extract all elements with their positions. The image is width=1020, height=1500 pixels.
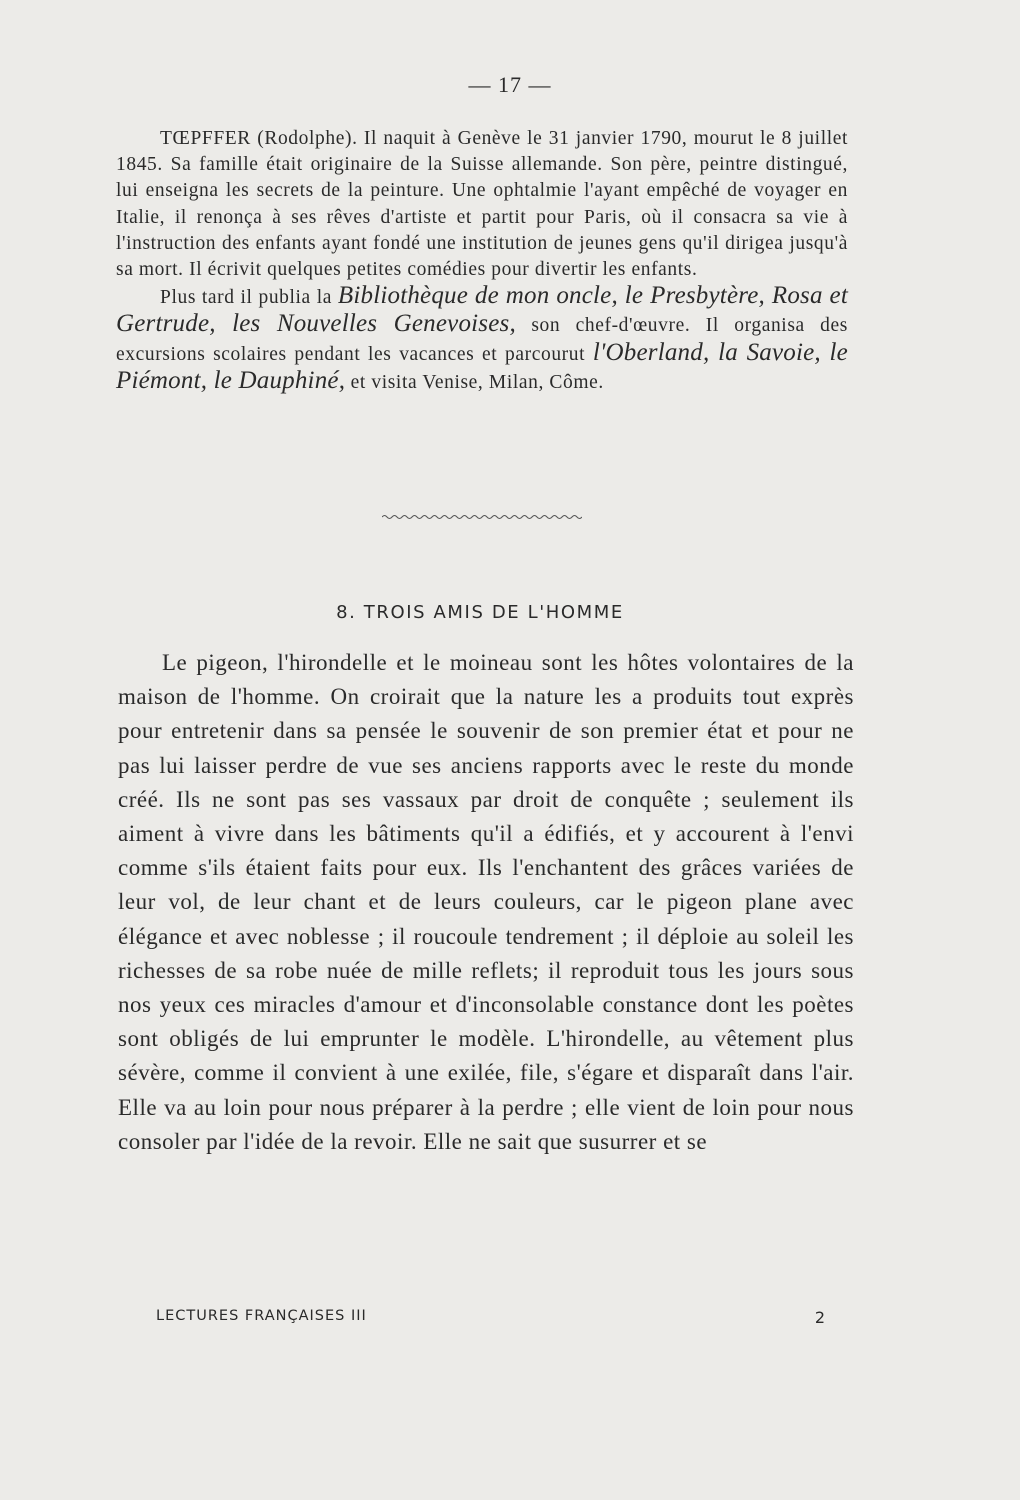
main-paragraph: Le pigeon, l'hirondelle et le moineau sont les hôtes volontaires de la maison de l'homme. On croirait que la nature les a produits tout exprès pour entretenir dans sa pensée le souvenir de son premier état et pour ne pas lui laisser perdre de vue ses anciens rapports avec le reste du monde créé. Ils ne sont pas ses vassaux par droit de conquête ; seulement ils aiment à vivre dans les bâtiments qu'il a édifiés, et y accourent à l'envi comme s'ils étaient faits pour eux. Ils l'enchantent des grâces variées de leur vol, de leur chant et de leurs couleurs, car le pigeon plane avec élégance et avec noblesse ; il roucoule tendrement ; il déploie au soleil les richesses de sa robe nuée de mille reflets; il reproduit tous les jours sous nos yeux ces miracles d'amour et d'inconsolable constance dont les poètes sont obligés de lui emprunter le modèle. L'hirondelle, au vêtement plus sévère, comme il convient à une exilée, file, s'égare et disparaît dans l'air. Elle va au loin pour nous préparer à la perdre ; elle vient de loin pour nous consoler par l'idée de la revoir. Elle ne sait que susurrer et se	[118, 650, 854, 1154]
page-footer	[156, 1308, 826, 1327]
footer-signature-mark: 2	[814, 1308, 826, 1327]
note-works-italic: Bibliothèque de mon oncle, le Presbytère, Rosa et Gertrude, les Nouvelles Genevoises,	[116, 282, 848, 338]
wavy-divider	[382, 512, 582, 522]
biographical-note	[116, 126, 848, 396]
footer-book-title: LECTURES FRANÇAISES III	[156, 1308, 367, 1324]
note-paragraph-1: TŒPFFER (Rodolphe). Il naquit à Genève le 31 janvier 1790, mourut le 8 juillet 1845. Sa famille était originaire de la Suisse allemande. Son père, peintre distingué, lui enseigna les secrets de la peinture. Une ophtalmie l'ayant empêché de voyager en Italie, il renonça à ses rêves d'artiste et partit pour Paris, où il consacra sa vie à l'instruction des enfants ayant fondé une institution de jeunes gens qu'il dirigea jusqu'à sa mort. Il écrivit quelques petites comédies pour divertir les enfants.	[116, 128, 848, 281]
note-text: et visita Venise, Milan, Côme.	[345, 371, 604, 393]
section-title-text: 8. TROIS AMIS DE L'HOMME	[336, 602, 624, 623]
page-number: — 17 —	[468, 72, 552, 97]
main-text	[118, 646, 854, 1159]
note-text: son chef-d'œuvre. Il organisa des excursions scolaires pendant les vacances et parcourut	[116, 315, 848, 365]
note-paragraph-2	[116, 283, 848, 396]
note-text: Plus tard il publia la	[160, 287, 338, 309]
note-places-italic: l'Oberland, la Savoie, le Piémont, le Dauphiné,	[116, 338, 848, 394]
section-title	[0, 602, 1020, 623]
